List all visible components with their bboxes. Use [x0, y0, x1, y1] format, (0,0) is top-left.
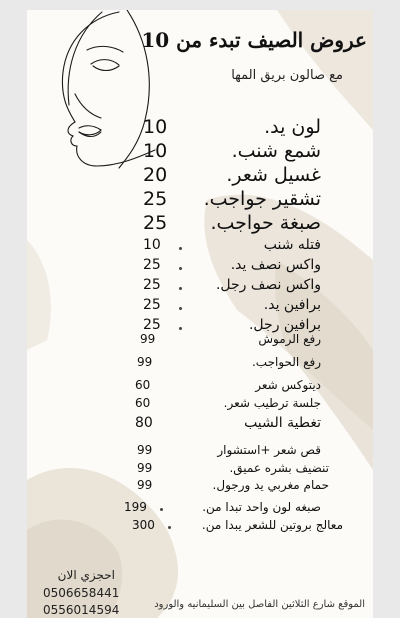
service-price: 10: [143, 116, 168, 138]
leader-dot: [179, 287, 182, 290]
service-name: رفع الحواجب.: [251, 355, 321, 369]
service-price: 25: [143, 317, 161, 333]
service-name: تشقير جواجب.: [203, 188, 321, 210]
leader-dot: [179, 307, 182, 310]
service-price: 99: [137, 461, 153, 475]
service-price: 20: [143, 164, 168, 186]
service-name: جلسة ترطيب شعر.: [223, 396, 321, 410]
service-price: 25: [143, 277, 161, 293]
book-now-label: احجزي الان: [57, 568, 115, 582]
leader-dot: [179, 267, 182, 270]
service-price: 25: [143, 257, 161, 273]
salon-subtitle: مع صالون بريق المها: [231, 68, 343, 83]
service-price: 99: [137, 443, 153, 457]
service-price: 99: [140, 332, 156, 346]
service-name: غسيل شعر.: [226, 164, 321, 186]
service-price: 25: [143, 212, 168, 234]
service-name: برافين رجل.: [248, 317, 321, 333]
service-name: حمام مغربي يد ورجول.: [212, 478, 329, 492]
service-price: 99: [137, 355, 153, 369]
service-name: واكس نصف رجل.: [215, 277, 321, 293]
service-name: تغطية الشيب: [244, 415, 321, 431]
service-name: تنضيف بشره عميق.: [229, 461, 329, 475]
leader-dot: [160, 508, 163, 511]
service-name: فتله شنب: [263, 237, 321, 253]
service-name: معالج بروتين للشعر يبدا من.: [201, 518, 343, 532]
service-price: 60: [135, 378, 151, 392]
service-name: برافين يد.: [263, 297, 321, 313]
service-name: صبغة حواجب.: [210, 212, 321, 234]
service-price: 300: [132, 518, 155, 532]
leader-dot: [179, 247, 182, 250]
service-price: 80: [135, 415, 153, 431]
price-list: [27, 10, 373, 618]
leader-dot: [168, 526, 171, 529]
service-price: 25: [143, 188, 168, 210]
service-price: 60: [135, 396, 151, 410]
location-footer: الموقع شارع الثلاثين الفاصل بين السليمانيه والورود: [154, 599, 365, 610]
service-price: 10: [143, 237, 161, 253]
service-price: 199: [124, 500, 147, 514]
leader-dot: [179, 327, 182, 330]
service-name: صبغه لون واحد تبدا من.: [202, 500, 321, 514]
offer-title: عروض الصيف تبدء من 10: [141, 28, 367, 52]
service-price: 25: [143, 297, 161, 313]
service-name: رفع الرموش: [258, 332, 321, 346]
service-price: 10: [143, 140, 168, 162]
service-price: 99: [137, 478, 153, 492]
service-name: لون يد.: [264, 116, 321, 138]
service-name: ديتوكس شعر: [255, 378, 321, 392]
service-name: شمع شنب.: [231, 140, 321, 162]
service-name: واكس نصف يد.: [230, 257, 321, 273]
service-name: قص شعر +استشوار: [217, 443, 321, 457]
offer-flyer: [27, 10, 373, 618]
phone-number-1[interactable]: 0506658441: [43, 586, 120, 600]
phone-number-2[interactable]: 0556014594: [43, 603, 120, 617]
